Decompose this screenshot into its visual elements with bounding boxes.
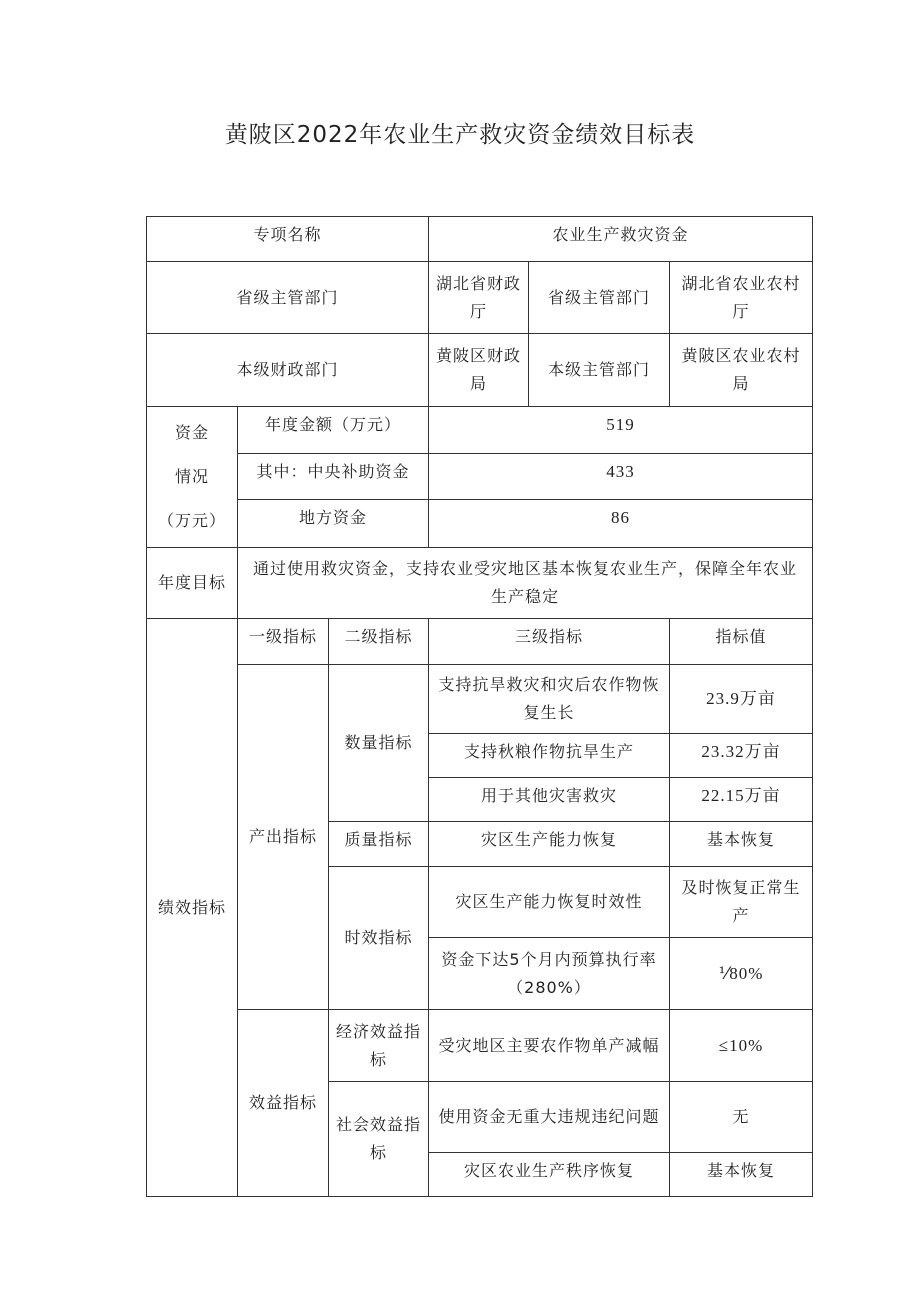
q2-value: 23.32万亩 (670, 734, 813, 778)
q1-name: 支持抗旱救灾和灾后农作物恢复生长 (429, 665, 670, 734)
q2-name: 支持秋粮作物抗旱生产 (429, 734, 670, 778)
funds-label-line-1: 资金 (174, 423, 209, 442)
local-finance-label: 本级财政部门 (147, 334, 429, 407)
t1-value: 及时恢复正常生产 (670, 867, 813, 938)
s1-name: 使用资金无重大违规违纪问题 (429, 1082, 670, 1153)
prov-agri: 湖北省农业农村厅 (670, 262, 813, 334)
output-indicator-label: 产出指标 (238, 665, 329, 1010)
s2-name: 灾区农业生产秩序恢复 (429, 1153, 670, 1197)
timeliness-indicator-label: 时效指标 (329, 867, 429, 1010)
quantity-indicator-label: 数量指标 (329, 665, 429, 822)
annual-amount-label: 年度金额（万元） (238, 407, 429, 454)
local-finance: 黄陂区财政局 (429, 334, 529, 406)
t2-name: 资金下达5个月内预算执行率（280%） (429, 938, 670, 1010)
quality-name: 灾区生产能力恢复 (429, 822, 670, 867)
local-agri: 黄陂区农业农村局 (670, 334, 813, 407)
local-dept-cell (429, 334, 670, 407)
central-funds-value: 433 (429, 453, 813, 500)
t1-name: 灾区生产能力恢复时效性 (429, 867, 670, 938)
social-indicator-label: 社会效益指标 (329, 1082, 429, 1197)
project-name-value: 农业生产救灾资金 (429, 217, 813, 262)
quality-indicator-label: 质量指标 (329, 822, 429, 867)
funds-group-label (147, 407, 238, 548)
annual-goal-label: 年度目标 (147, 548, 238, 619)
t2-value: ⅟80% (670, 938, 813, 1010)
header-level-2: 二级指标 (329, 619, 429, 665)
project-name-label: 专项名称 (147, 217, 429, 262)
local-funds-label: 地方资金 (238, 500, 429, 548)
document-title: 黄陂区2022年农业生产救灾资金绩效目标表 (224, 122, 696, 148)
e1-name: 受灾地区主要农作物单产减幅 (429, 1010, 670, 1082)
indicators-group-label: 绩效指标 (147, 619, 238, 1197)
annual-amount-value: 519 (429, 407, 813, 454)
funds-label-line-3: （万元） (157, 511, 226, 530)
funds-label-line-2: 情况 (174, 467, 209, 486)
prov-dept-cell (429, 262, 670, 334)
performance-target-table (146, 216, 813, 1197)
q3-value: 22.15万亩 (670, 778, 813, 822)
s1-value: 无 (670, 1082, 813, 1153)
economic-indicator-label: 经济效益指标 (329, 1010, 429, 1082)
benefit-indicator-label: 效益指标 (238, 1010, 329, 1197)
quality-value: 基本恢复 (670, 822, 813, 867)
header-level-1: 一级指标 (238, 619, 329, 665)
central-funds-label: 其中：中央补助资金 (238, 453, 429, 500)
prov-finance: 湖北省财政厅 (429, 262, 529, 333)
prov-dept-label: 省级主管部门 (147, 262, 429, 334)
local-funds-value: 86 (429, 500, 813, 548)
e1-value: ≤10% (670, 1010, 813, 1082)
annual-goal-text: 通过使用救灾资金，支持农业受灾地区基本恢复农业生产，保障全年农业生产稳定 (238, 548, 813, 619)
header-level-3: 三级指标 (429, 619, 670, 665)
q1-value: 23.9万亩 (670, 665, 813, 734)
header-value: 指标值 (670, 619, 813, 665)
prov-dept-label-2: 省级主管部门 (548, 287, 651, 307)
local-dept-label: 本级主管部门 (548, 360, 651, 379)
q3-name: 用于其他灾害救灾 (429, 778, 670, 822)
s2-value: 基本恢复 (670, 1153, 813, 1197)
